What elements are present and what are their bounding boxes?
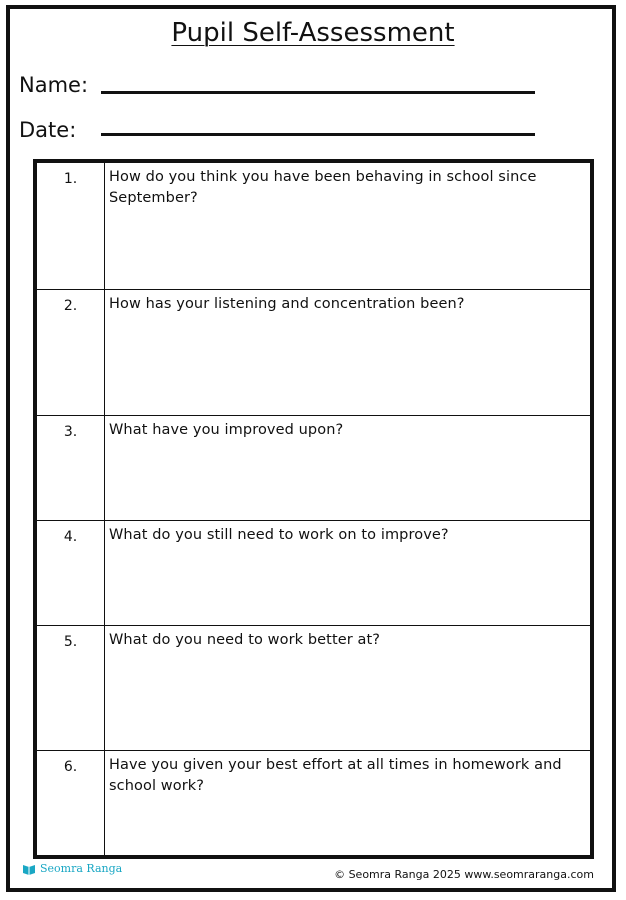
- question-text: Have you given your best effort at all times in homework and school work?: [109, 757, 562, 794]
- question-number: 3.: [63, 424, 78, 440]
- copyright-text: © Seomra Ranga 2025 www.seomraranga.com: [334, 868, 594, 881]
- question-row: [37, 751, 590, 855]
- name-label: Name:: [19, 73, 89, 97]
- question-text: How do you think you have been behaving in school since September?: [109, 169, 537, 206]
- question-row: [37, 521, 590, 626]
- question-number: 5.: [63, 634, 78, 650]
- title-text: Pupil Self-Assessment: [171, 18, 455, 48]
- question-number: 2.: [63, 298, 78, 314]
- question-number: 6.: [63, 759, 78, 775]
- brand-name: Seomra Ranga: [40, 862, 123, 875]
- page-title: [0, 16, 626, 50]
- question-number: 1.: [63, 171, 78, 187]
- question-text: How has your listening and concentration been?: [109, 296, 465, 312]
- question-row: [37, 163, 590, 290]
- question-row: [37, 416, 590, 521]
- questions-table: [33, 159, 594, 859]
- question-number: 4.: [63, 529, 78, 545]
- question-row: [37, 626, 590, 751]
- question-text: What do you need to work better at?: [109, 632, 381, 648]
- question-text: What do you still need to work on to improve?: [109, 527, 449, 543]
- name-line[interactable]: [101, 91, 535, 94]
- brand-logo: [22, 862, 122, 875]
- date-line[interactable]: [101, 133, 535, 136]
- date-label: Date:: [19, 118, 77, 142]
- question-text: What have you improved upon?: [109, 422, 344, 438]
- question-row: [37, 290, 590, 416]
- book-icon: [22, 863, 36, 875]
